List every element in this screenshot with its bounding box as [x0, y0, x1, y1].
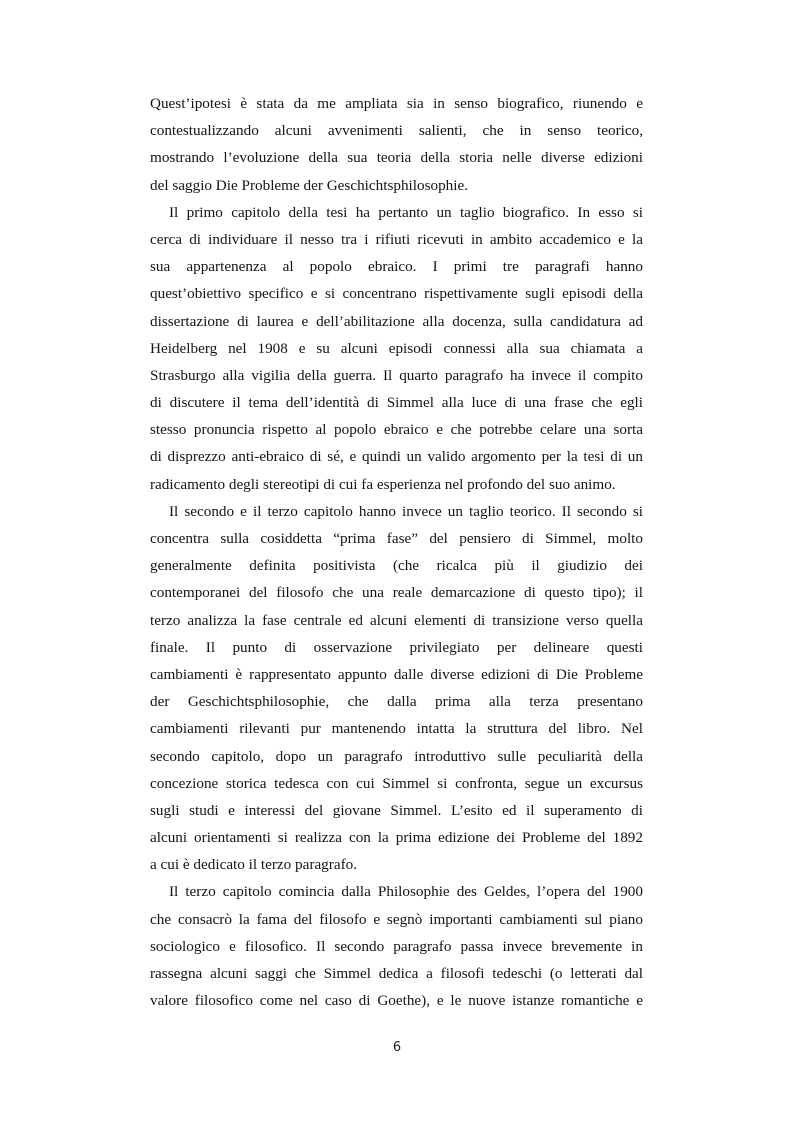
page-number: 6	[392, 1040, 402, 1055]
paragraph	[150, 878, 643, 1014]
text-line: di disprezzo anti-ebraico di sé, e quindi un valido argomento per la tesi di un	[150, 448, 643, 466]
text-line: der Geschichtsphilosophie, che dalla prima alla terza presentano	[150, 693, 643, 711]
text-line: cambiamenti è rappresentato appunto dalle diverse edizioni di Die Probleme	[150, 665, 643, 683]
text-line: mostrando l’evoluzione della sua teoria della storia nelle diverse edizioni	[150, 149, 643, 167]
paragraph	[150, 199, 643, 498]
text-line: Il primo capitolo della tesi ha pertanto un taglio biografico. In esso si	[169, 203, 643, 221]
text-line: Strasburgo alla vigilia della guerra. Il quarto paragrafo ha invece il compito	[150, 366, 643, 384]
text-line: Heidelberg nel 1908 e su alcuni episodi connessi alla sua chiamata a	[150, 339, 643, 357]
text-line: sociologico e filosofico. Il secondo paragrafo passa invece brevemente in	[150, 937, 643, 955]
paragraph	[150, 90, 643, 199]
text-line: quest’obiettivo specifico e si concentrano rispettivamente sugli episodi della	[150, 285, 643, 303]
text-line: Il terzo capitolo comincia dalla Philosophie des Geldes, l’opera del 1900	[169, 883, 643, 901]
text-line: cerca di individuare il nesso tra i rifiuti ricevuti in ambito accademico e la	[150, 230, 643, 248]
text-line: che consacrò la fama del filosofo e segnò importanti cambiamenti sul piano	[150, 910, 643, 928]
paragraph	[150, 498, 643, 879]
text-line: di discutere il tema dell’identità di Simmel alla luce di una frase che egli	[150, 394, 643, 412]
text-line: a cui è dedicato il terzo paragrafo.	[150, 856, 358, 874]
text-line: del saggio Die Probleme der Geschichtsphilosophie.	[150, 176, 469, 194]
text-line: Il secondo e il terzo capitolo hanno invece un taglio teorico. Il secondo si	[169, 502, 643, 520]
text-line: concentra sulla cosiddetta “prima fase” del pensiero di Simmel, molto	[150, 530, 643, 547]
text-line: finale. Il punto di osservazione privilegiato per delineare questi	[150, 638, 643, 656]
text-line: concezione storica tedesca con cui Simmel si confronta, segue un excursus	[150, 774, 643, 792]
document-body	[150, 90, 643, 1014]
text-line: sugli studi e interessi del giovane Simmel. L’esito ed il superamento di	[150, 801, 643, 819]
text-line: radicamento degli stereotipi di cui fa esperienza nel profondo del suo animo.	[150, 475, 616, 493]
text-line: contestualizzando alcuni avvenimenti salienti, che in senso teorico,	[150, 122, 643, 140]
text-line: sua appartenenza al popolo ebraico. I primi tre paragrafi hanno	[150, 258, 643, 276]
text-line: stesso pronuncia rispetto al popolo ebraico e che potrebbe celare una sorta	[150, 421, 643, 439]
text-line: generalmente definita positivista (che ricalca più il giudizio dei	[150, 557, 643, 575]
text-line: valore filosofico come nel caso di Goethe), e le nuove istanze romantiche e	[150, 992, 643, 1010]
text-line: cambiamenti rilevanti pur mantenendo intatta la struttura del libro. Nel	[150, 720, 643, 738]
text-line: alcuni orientamenti si realizza con la prima edizione dei Probleme del 1892	[150, 829, 643, 847]
text-line: dissertazione di laurea e dell’abilitazione alla docenza, sulla candidatura ad	[150, 312, 643, 330]
text-line: secondo capitolo, dopo un paragrafo introduttivo sulle peculiarità della	[150, 747, 643, 765]
text-line: Quest’ipotesi è stata da me ampliata sia in senso biografico, riunendo e	[150, 95, 643, 112]
text-line: contemporanei del filosofo che una reale demarcazione di questo tipo); il	[150, 584, 643, 602]
text-line: terzo analizza la fase centrale ed alcuni elementi di transizione verso quella	[150, 611, 643, 629]
text-line: rassegna alcuni saggi che Simmel dedica a filosofi tedeschi (o letterati dal	[150, 965, 643, 982]
